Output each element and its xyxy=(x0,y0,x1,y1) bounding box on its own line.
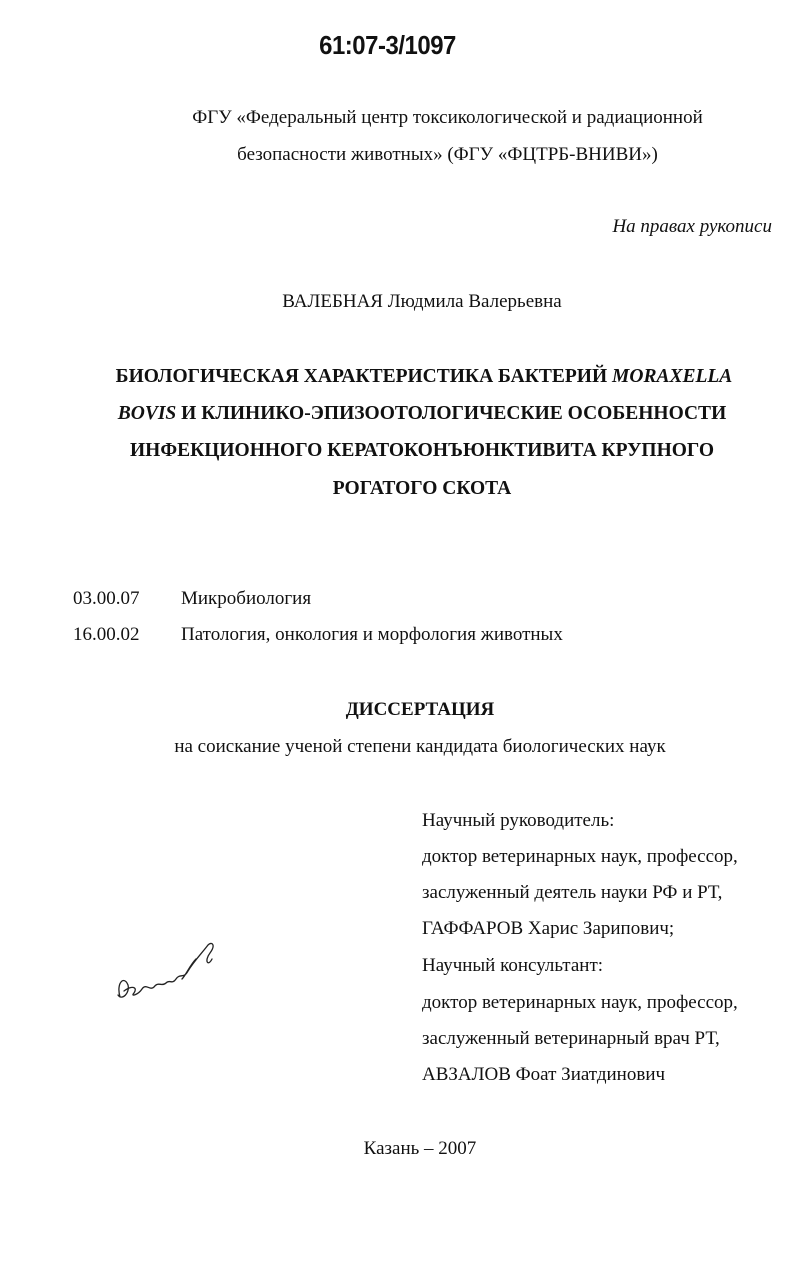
specialty-code: 16.00.02 xyxy=(73,624,140,645)
consultant-line: доктор ветеринарных наук, профессор, xyxy=(422,992,738,1013)
supervisor-line: Научный руководитель: xyxy=(422,810,615,831)
title-line-1 xyxy=(0,366,799,388)
document-type: ДИССЕРТАЦИЯ xyxy=(345,699,495,720)
organization-line-2: безопасности животных» (ФГУ «ФЦТРБ-ВНИВИ») xyxy=(237,144,658,165)
supervisor-line: заслуженный деятель науки РФ и РТ, xyxy=(422,882,723,903)
manuscript-note: На правах рукописи xyxy=(612,216,772,237)
consultant-line: АВЗАЛОВ Фоат Зиатдинович xyxy=(422,1064,666,1085)
title-line-2 xyxy=(0,403,799,425)
title-line-4: РОГАТОГО СКОТА xyxy=(332,478,512,499)
consultant-line: заслуженный ветеринарный врач РТ, xyxy=(422,1028,720,1049)
supervisor-line: доктор ветеринарных наук, профессор, xyxy=(422,846,738,867)
title-line-3: ИНФЕКЦИОННОГО КЕРАТОКОНЪЮНКТИВИТА КРУПНОГО xyxy=(129,440,715,461)
handwritten-signature xyxy=(112,935,227,1016)
organization-line-1: ФГУ «Федеральный центр токсикологической и радиационной xyxy=(192,107,703,128)
title-species: BOVIS xyxy=(117,403,177,424)
title-genus: MORAXELLA xyxy=(612,366,733,387)
consultant-line: Научный консультант: xyxy=(422,955,604,976)
supervisor-line: ГАФФАРОВ Харис Зарипович; xyxy=(422,918,675,939)
author-name: ВАЛЕБНАЯ Людмила Валерьевна xyxy=(282,291,562,312)
title-line-1-text: БИОЛОГИЧЕСКАЯ ХАРАКТЕРИСТИКА БАКТЕРИЙ xyxy=(115,366,613,387)
specialty-name: Патология, онкология и морфология животных xyxy=(181,624,563,645)
degree-line: на соискание ученой степени кандидата биологических наук xyxy=(174,736,666,757)
catalog-code: 61:07-3/1097 xyxy=(319,30,456,60)
title-line-2-text: И КЛИНИКО-ЭПИЗООТОЛОГИЧЕСКИЕ ОСОБЕННОСТИ xyxy=(176,403,727,424)
place-year: Казань – 2007 xyxy=(363,1138,477,1159)
specialty-code: 03.00.07 xyxy=(73,588,140,609)
specialty-name: Микробиология xyxy=(181,588,312,609)
